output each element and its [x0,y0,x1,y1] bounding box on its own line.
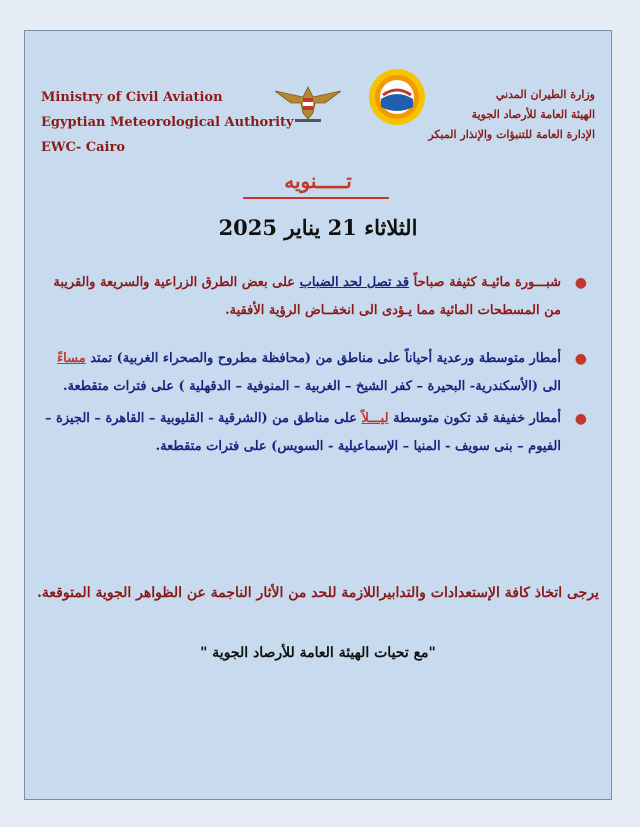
bullet-fog [43,269,597,325]
english-letterhead [41,85,294,160]
advisory-footer: يرجى اتخاذ كافة الإستعدادات والتدابيراللازمة للحد من الأثار الناجمة عن الظواهر الجوية المتوقعة. [37,585,599,601]
authority-name-en: Egyptian Meteorological Authority [41,115,294,130]
moderate-rain-evening: مساءً [57,351,86,366]
bullet-dot: ● [574,351,587,367]
bullet-dot: ● [574,275,587,291]
moderate-rain-text-2: الى (الأسكندرية- البحيرة – كفر الشيخ – الغربية – المنوفية – الدقهلية ) على فترات متقطعة. [62,379,561,394]
ministry-name-en: Ministry of Civil Aviation [41,90,223,105]
bullet-moderate-rain [43,345,597,401]
fog-text-2: على بعض الطرق الزراعية والسريعة والقريبة من المسطحات المائية مما يـؤدى الى انخفــاض الرؤية الأفقية. [53,275,561,318]
closing-greeting: "مع تحيات الهيئة العامة للأرصاد الجوية " [200,645,436,661]
center-name-en: EWC- Cairo [41,140,126,155]
bullet-dot: ● [574,411,587,427]
ministry-name-ar: وزارة الطيران المدني [495,88,595,101]
civil-aviation-eagle-logo [273,81,343,126]
notice-date: الثلاثاء 21 يناير 2025 [218,215,418,240]
notice-title: تـــــنويه [284,169,352,193]
title-underline [243,197,389,199]
fog-text-highlight: قد تصل لحد الضباب [299,275,410,290]
light-rain-text-2: على مناطق من (الشرقية - القليوبية – القاهرة – الجيزة – الفيوم – بنى سويف - المنيا – الإسماعيلية - السويس) على فترات متقطعة. [45,411,561,454]
meteorological-authority-sun-logo [367,67,427,127]
bullet-light-rain [43,405,597,461]
authority-name-ar: الهيئة العامة للأرصاد الجوية [471,108,595,121]
document-page [24,30,612,800]
forecast-bullets [43,269,597,461]
light-rain-text-1: أمطار خفيفة قد تكون متوسطة [393,411,561,426]
arabic-letterhead [428,85,595,145]
moderate-rain-text-1: أمطار متوسطة ورعدية أحياناً على مناطق من (محافظة مطروح والصحراء الغربية) تمتد [90,351,561,366]
light-rain-night: ليـــلاً [361,411,389,426]
department-name-ar: الإدارة العامة للتنبؤات والإنذار المبكر [428,128,595,141]
fog-text-1: شبـــورة مائيـة كثيفة صباحاً [413,275,561,290]
letterhead [25,81,611,171]
